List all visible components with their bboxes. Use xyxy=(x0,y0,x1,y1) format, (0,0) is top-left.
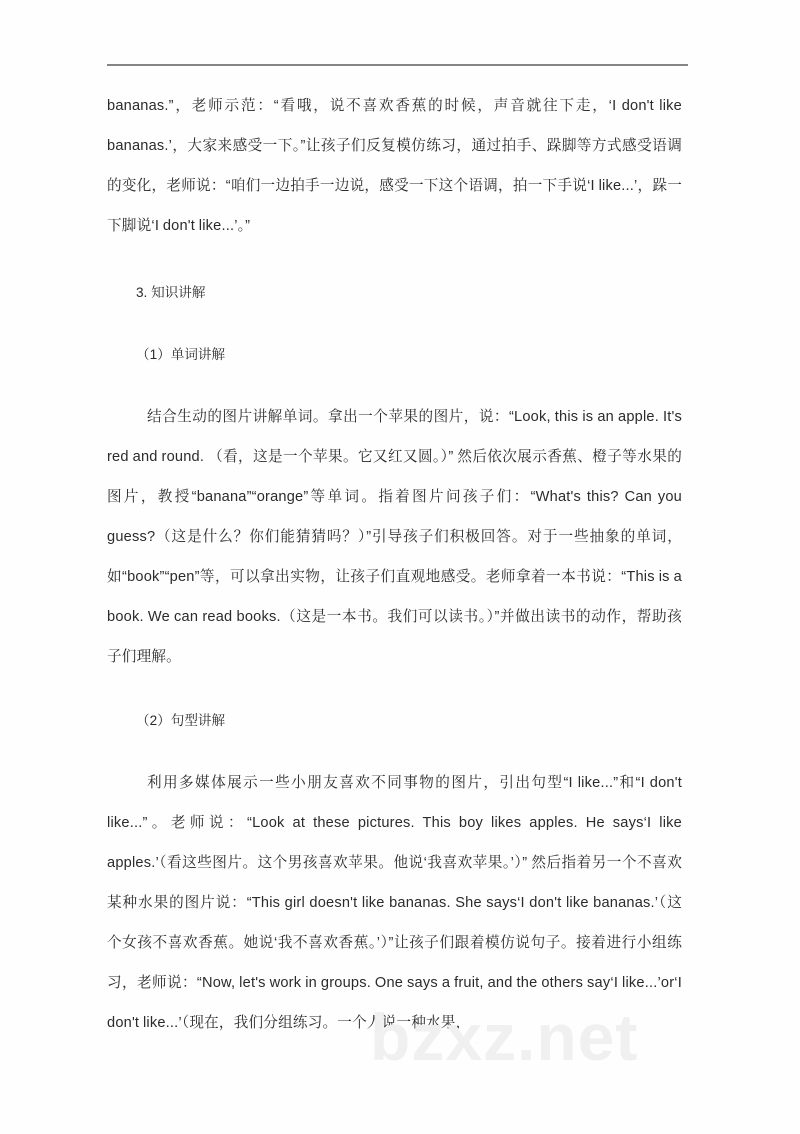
header-rule xyxy=(107,64,688,66)
body-paragraph-2: 结合生动的图片讲解单词。拿出一个苹果的图片，说：“Look, this is an apple. It's red and round. （看，这是一个苹果。它又红又圆。）” 然后依次展示香蕉、橙子等水果的图片，教授“banana”“orange”等单词。指着图片问孩子们：“What's this? Can you guess?（这是什么？你们能猜猜吗？）”引导孩子们积极回答。对于一些抽象的单词，如“book”“pen”等，可以拿出实物，让孩子们直观地感受。老师拿着一本书说：“This is a book. We can read books.（这是一本书。我们可以读书。）”并做出读书的动作，帮助孩子们理解。 xyxy=(107,409,682,665)
spacer xyxy=(107,677,682,701)
spacer xyxy=(107,246,682,273)
body-paragraph-1: bananas.”，老师示范：“看哦，说不喜欢香蕉的时候，声音就往下走，‘I don't like bananas.’，大家来感受一下。”让孩子们反复模仿练习，通过拍手、跺脚等方式感受语调的变化，老师说：“咱们一边拍手一边说，感受一下这个语调，拍一下手说‘I like...’，跺一下脚说‘I don't like...’。” xyxy=(107,98,682,234)
document-content xyxy=(107,86,682,1043)
spacer xyxy=(107,375,682,397)
heading-knowledge-explanation: 3. 知识讲解 xyxy=(136,285,206,300)
heading-sentence-pattern-explanation: （2）句型讲解 xyxy=(136,713,226,728)
heading-vocabulary-explanation: （1）单词讲解 xyxy=(136,347,226,362)
site-watermark: bzxz.net xyxy=(370,1000,639,1074)
body-paragraph-3: 利用多媒体展示一些小朋友喜欢不同事物的图片，引出句型“I like...”和“I don't like...”。老师说：“Look at these pictures. This boy likes apples. He says‘I like apples.’（看这些图片。这个男孩喜欢苹果。他说‘我喜欢苹果。’）” 然后指着另一个不喜欢某种水果的图片说：“This girl doesn't like bananas. She says‘I don't like bananas.’（这个女孩不喜欢香蕉。她说‘我不喜欢香蕉。’）”让孩子们跟着模仿说句子。接着进行小组练习，老师说：“Now, let's work in groups. One says a fruit, and the others say‘I like...’or‘I don't like...’（现在，我们分组练习。一个人说一种水果， xyxy=(107,775,682,1031)
spacer xyxy=(107,741,682,763)
spacer xyxy=(107,313,682,335)
